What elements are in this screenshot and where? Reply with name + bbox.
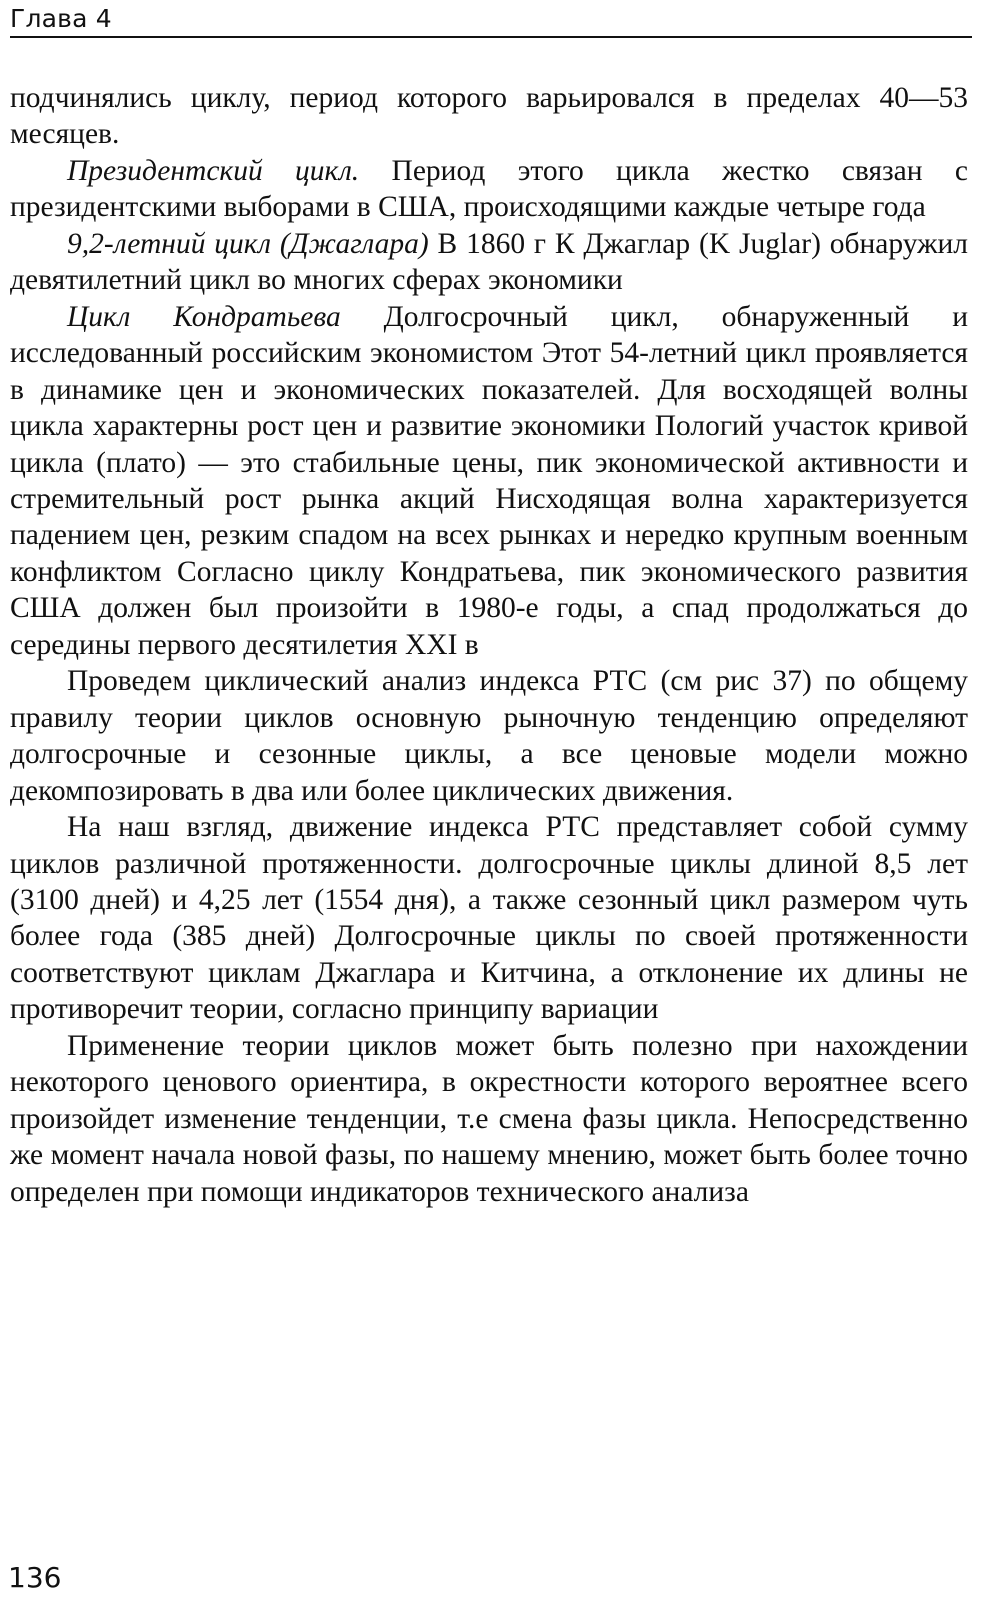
page-number: 136	[8, 1561, 62, 1594]
paragraph-presidential-cycle	[10, 153, 968, 226]
term-kondratiev-cycle: Цикл Кондратьева	[67, 300, 341, 333]
paragraph-text: Период этого цикла жестко связан с президентскими выборами в США, происходящими каждые четыре года	[10, 154, 968, 224]
paragraph-text: В 1860 г К Джаглар (K Juglar) обнаружил девятилетний цикл во многих сферах экономики	[10, 227, 968, 297]
paragraph-cycle-theory-use: Применение теории циклов может быть полезно при нахождении некоторого ценового ориентира, в окрестности которого вероятнее всего произойдет изменение тенденции, т.е смена фазы цикла. Непосредственно же момент начала новой фазы, по нашему мнению, может быть более точно определен при помощи индикаторов технического анализа	[10, 1029, 968, 1208]
term-presidential-cycle: Президентский цикл.	[67, 154, 360, 187]
paragraph-rts-cycles: На наш взгляд, движение индекса РТС представляет собой сумму циклов различной протяженности. долгосрочные циклы длиной 8,5 лет (3100 дней) и 4,25 лет (1554 дня), а также сезонный цикл размером чуть более года (385 дней) Долгосрочные циклы по своей протяженности соответствуют циклам Джаглара и Китчина, а отклонение их длины не противоречит теории, согласно принципу вариации	[10, 811, 968, 1026]
paragraph-kondratiev-cycle	[10, 299, 968, 664]
paragraph-juglar-cycle	[10, 226, 968, 299]
term-juglar-cycle: 9,2-летний цикл (Джаглара)	[67, 227, 429, 260]
running-head: Глава 4	[10, 4, 112, 33]
paragraph-rts-analysis: Проведем циклический анализ индекса РТС (см рис 37) по общему правилу теории циклов основную рыночную тенденцию определяют долгосрочные и сезонные циклы, а все ценовые модели можно декомпозировать в два или более циклических движения.	[10, 665, 968, 807]
header-rule	[10, 36, 972, 38]
body-text	[10, 80, 968, 1210]
paragraph-text: Долгосрочный цикл, обнаруженный и исследованный российским экономистом Этот 54-летний цикл проявляется в динамике цен и экономических показателей. Для восходящей волны цикла характерны рост цен и развитие экономики Пологий участок кривой цикла (плато) — это стабильные цены, пик экономической активности и стремительный рост рынка акций Нисходящая волна характеризуется падением цен, резким спадом на всех рынках и нередко крупным военным конфликтом Согласно циклу Кондратьева, пик экономического развития США должен был произойти в 1980-е годы, а спад продолжаться до середины первого десятилетия XXI в	[10, 300, 968, 661]
paragraph-continuation: подчинялись циклу, период которого варьировался в пределах 40—53 месяцев.	[10, 82, 968, 151]
